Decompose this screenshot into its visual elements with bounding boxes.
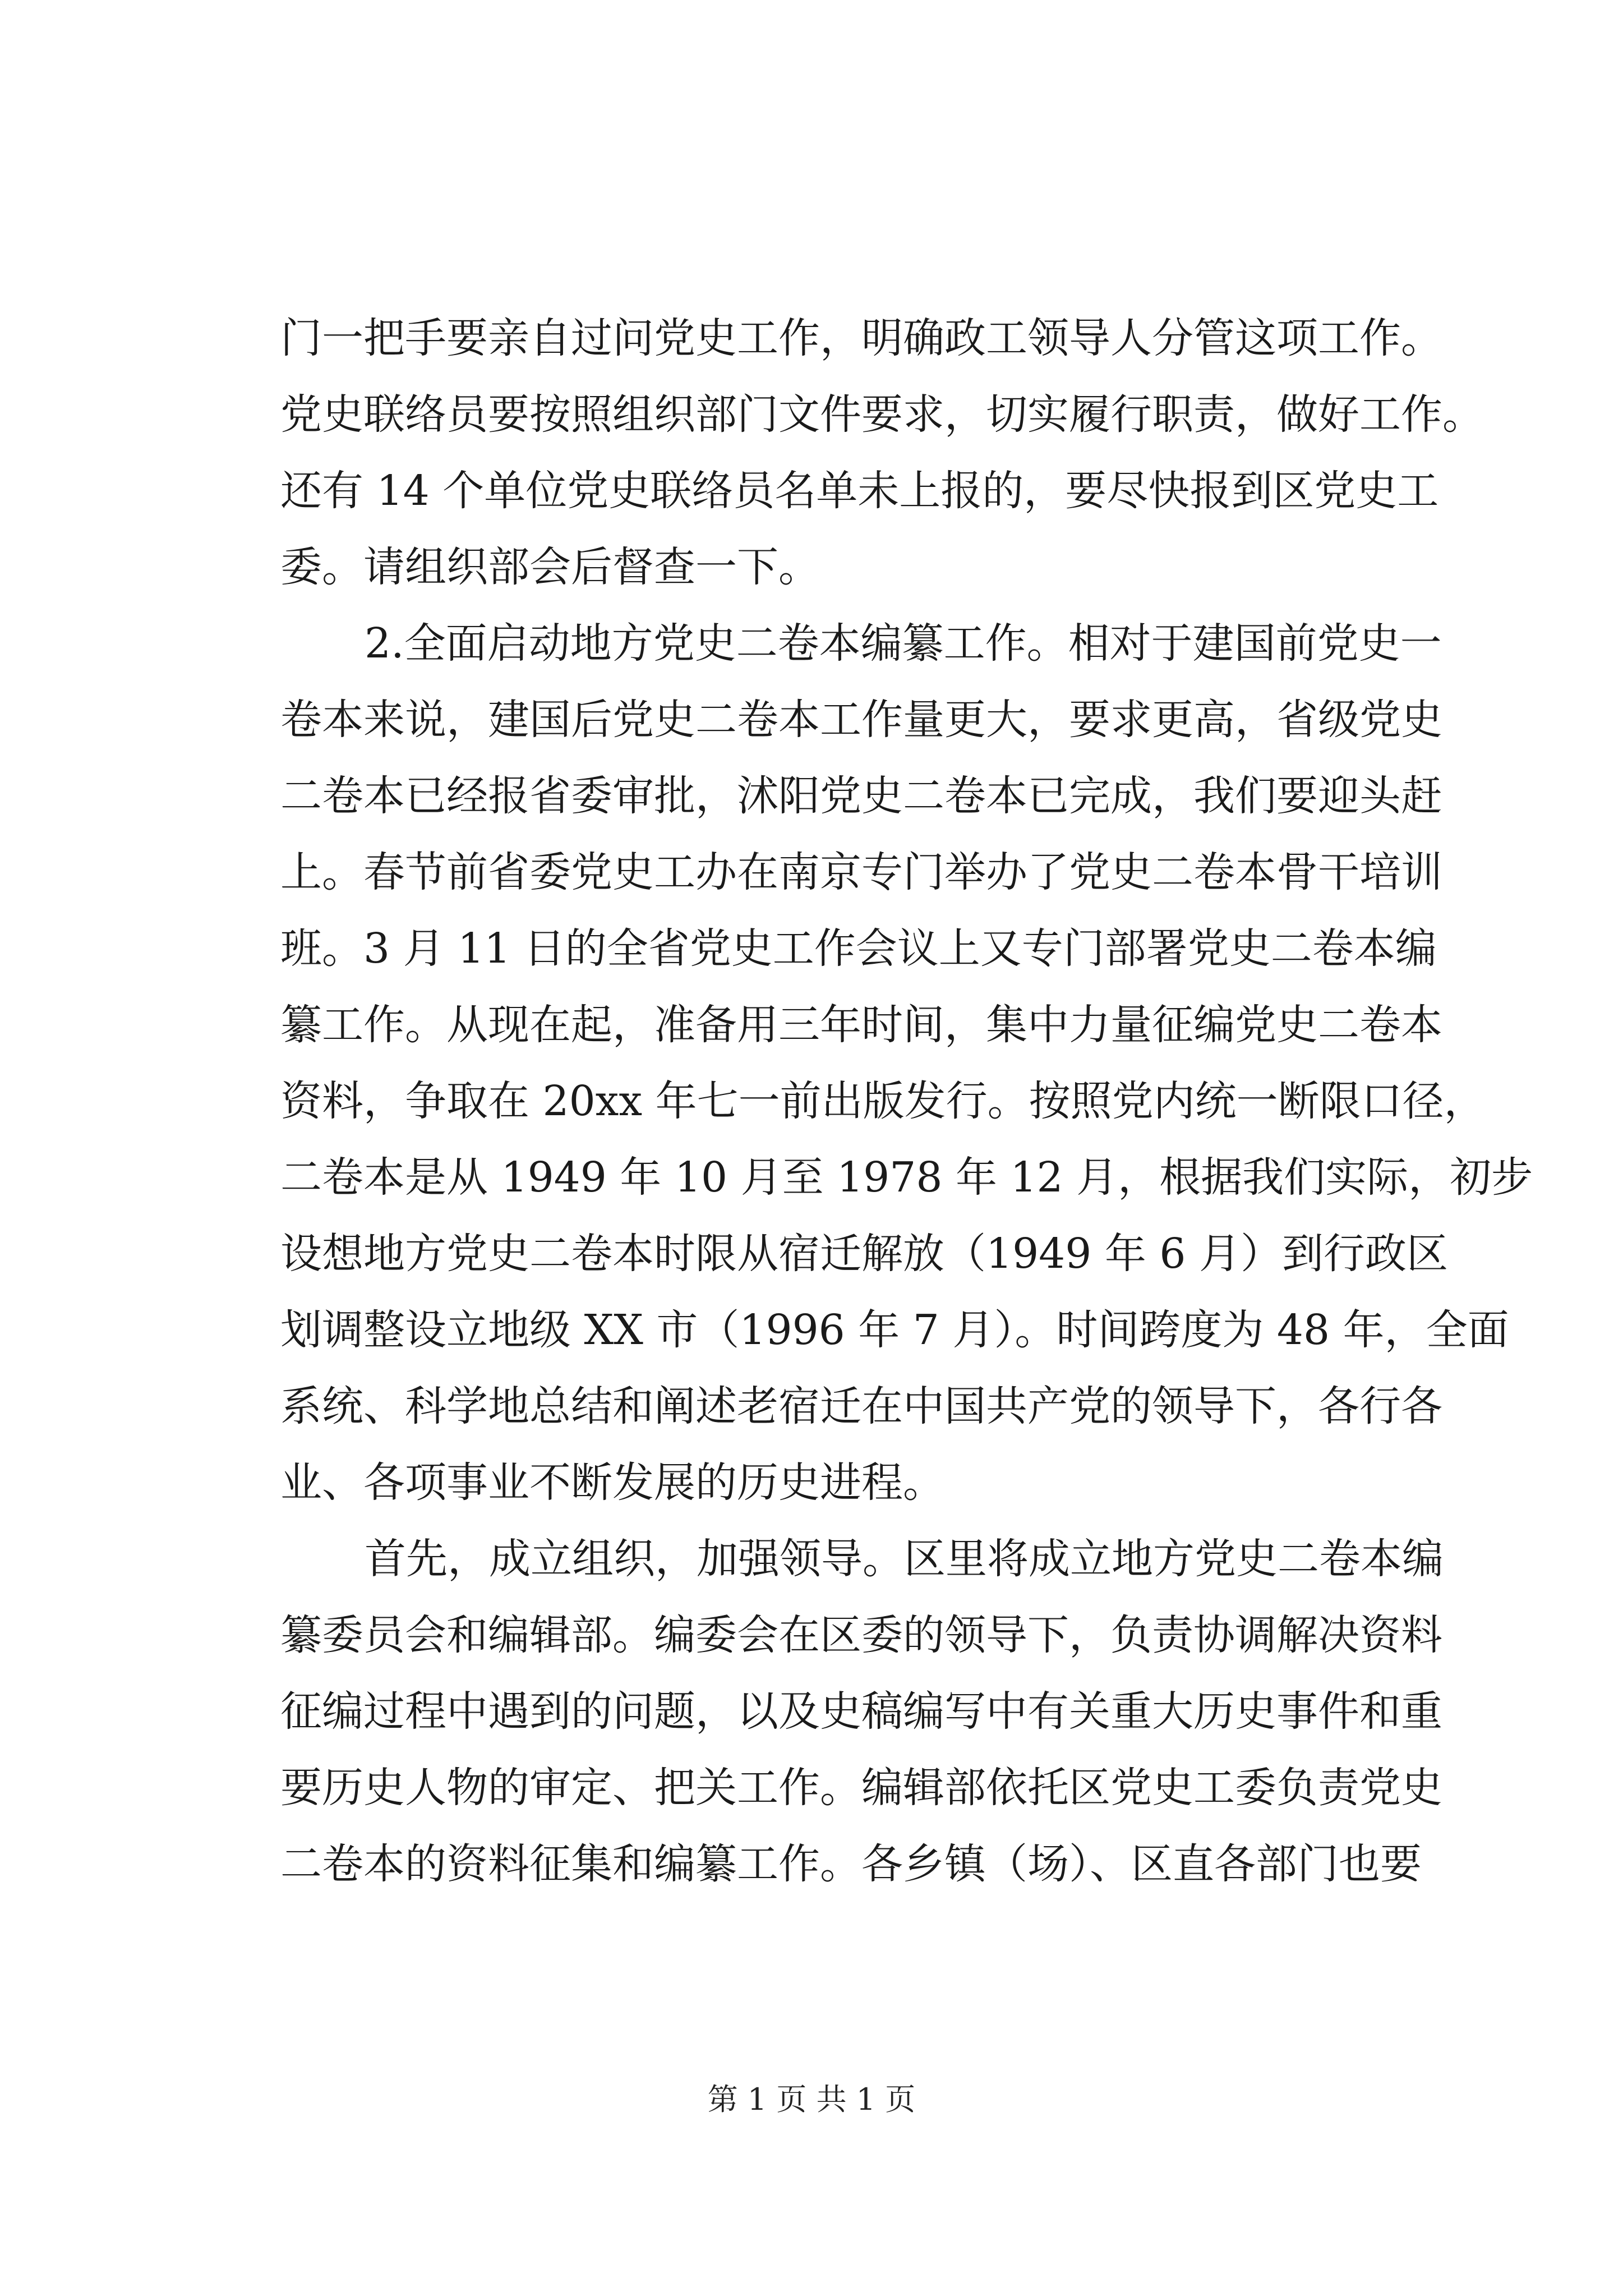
text-line: 委。请组织部会后督查一下。 <box>280 543 820 591</box>
paragraph <box>280 1521 1444 1902</box>
text-line: 设想地方党史二卷本时限从宿迁解放（1949 年 6 月）到行政区 <box>280 1230 1448 1278</box>
text-line: 上。春节前省委党史工办在南京专门举办了党史二卷本骨干培训 <box>280 848 1442 896</box>
text-line: 业、各项事业不断发展的历史进程。 <box>280 1458 944 1507</box>
text-line: 征编过程中遇到的问题，以及史稿编写中有关重大历史事件和重 <box>280 1687 1442 1736</box>
text-line: 二卷本是从 1949 年 10 月至 1978 年 12 月，根据我们实际，初步 <box>280 1153 1533 1202</box>
paragraph <box>280 605 1533 1521</box>
text-line: 纂工作。从现在起，准备用三年时间，集中力量征编党史二卷本 <box>280 1001 1442 1049</box>
page-footer: 第 1 页 共 1 页 <box>707 2082 916 2117</box>
text-line: 还有 14 个单位党史联络员名单未上报的，要尽快报到区党史工 <box>280 467 1439 515</box>
text-line: 门一把手要亲自过问党史工作，明确政工领导人分管这项工作。 <box>280 314 1442 362</box>
text-line: 班。3 月 11 日的全省党史工作会议上又专门部署党史二卷本编 <box>280 924 1437 973</box>
text-line: 要历史人物的审定、把关工作。编辑部依托区党史工委负责党史 <box>280 1764 1442 1812</box>
text-line: 2.全面启动地方党史二卷本编纂工作。相对于建国前党史一 <box>365 619 1442 668</box>
text-line: 纂委员会和编辑部。编委会在区委的领导下，负责协调解决资料 <box>280 1611 1442 1659</box>
text-line: 二卷本已经报省委审批，沭阳党史二卷本已完成，我们要迎头赶 <box>280 772 1442 820</box>
text-line: 二卷本的资料征集和编纂工作。各乡镇（场）、区直各部门也要 <box>280 1840 1422 1888</box>
text-line: 卷本来说，建国后党史二卷本工作量更大，要求更高，省级党史 <box>280 696 1442 744</box>
text-line: 资料，争取在 20xx 年七一前出版发行。按照党内统一断限口径， <box>280 1077 1486 1125</box>
paragraph <box>280 300 1484 605</box>
document-body <box>280 300 1533 1902</box>
text-line: 党史联络员要按照组织部门文件要求，切实履行职责，做好工作。 <box>280 390 1484 439</box>
text-line: 首先，成立组织，加强领导。区里将成立地方党史二卷本编 <box>365 1535 1444 1583</box>
text-line: 划调整设立地级 XX 市（1996 年 7 月）。时间跨度为 48 年，全面 <box>280 1306 1509 1354</box>
text-line: 系统、科学地总结和阐述老宿迁在中国共产党的领导下，各行各 <box>280 1382 1442 1430</box>
